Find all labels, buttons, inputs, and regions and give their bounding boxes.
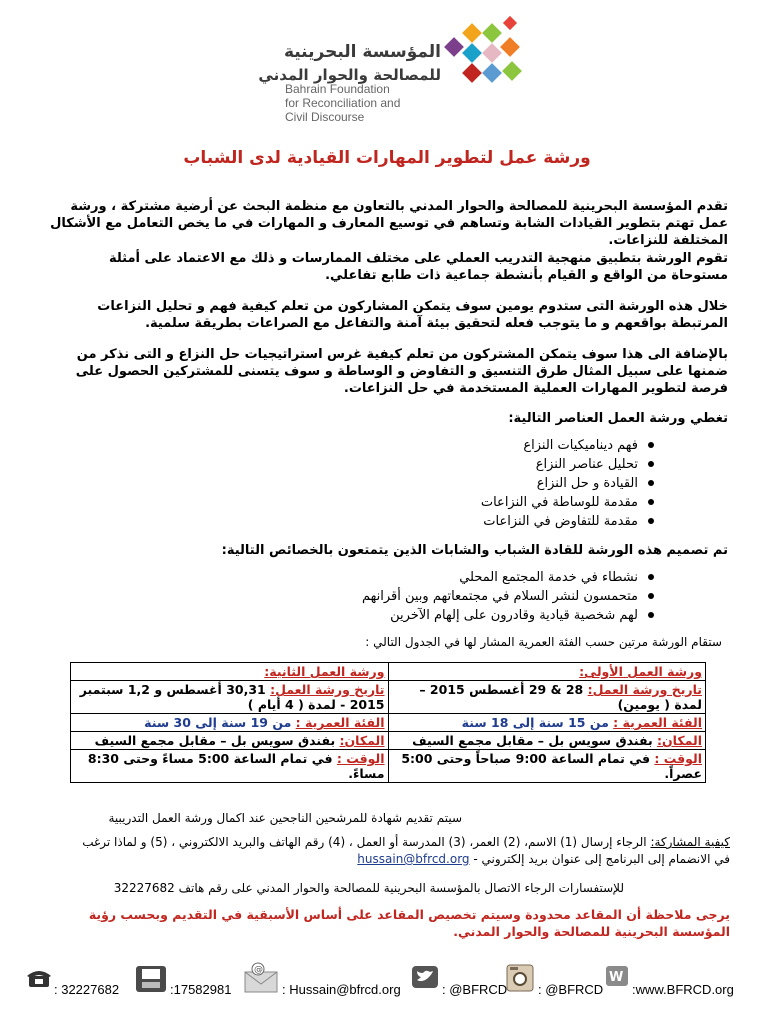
duration-paragraph: خلال هذه الورشة التى ستدوم يومين سوف يتمكن المشاركون من تعلم كيفية فهم و تحليل النزاعات المرتبطة بواقعهم و ما يتوجب فعله لتحقيق بيئة آمنة والتفاعل مع الصراعات بطريقة سلمية. bbox=[97, 299, 728, 331]
page-title: ورشة عمل لتطوير المهارات القيادية لدى الشباب bbox=[183, 148, 591, 168]
strategies-paragraph: بالإضافة الى هذا سوف يتمكن المشتركون من تعلم كيفية غرس استراتيجيات حل النزاع و التى نذكر من ضمنها على سبيل المثال طرق التنسيق و التفاوض و الوساطة و سوف يتسنى للمشتركين الحصول على فرصة لتطوير المهارات العملية المستخدمة في حل النزاعات. bbox=[75, 347, 728, 396]
participation-label: كيفية المشاركة: bbox=[650, 835, 730, 849]
logo-mark-icon bbox=[443, 14, 525, 96]
table-row bbox=[71, 663, 706, 681]
first-workshop-title: ورشة العمل الأولى: bbox=[388, 663, 706, 681]
elements-heading: تغطي ورشة العمل العناصر التالية: bbox=[508, 411, 728, 426]
logo-english-line3: Civil Discourse bbox=[285, 110, 365, 124]
first-workshop-age: الفئة العمرية : من 15 سنة إلى 18 سنة bbox=[388, 714, 706, 732]
list-item: مقدمة للوساطة في النزاعات bbox=[481, 493, 654, 512]
foundation-logo bbox=[258, 14, 525, 126]
list-item: القيادة و حل النزاع bbox=[481, 474, 654, 493]
first-workshop-place: المكان: بفندق سويس بل – مقابل مجمع السيف bbox=[388, 732, 706, 750]
list-item: فهم ديناميكيات النزاع bbox=[481, 436, 654, 455]
second-workshop-date: تاريخ ورشة العمل: 30,31 أغسطس و 1,2 سبتمبر 2015 - لمدة ( 4 أيام ) bbox=[71, 681, 389, 714]
second-workshop-time: الوقت : في تمام الساعة 5:00 مساءً وحتى 8:30 مساءً. bbox=[71, 750, 389, 783]
inquiries-note: للإستفسارات الرجاء الاتصال بالمؤسسة البحرينية للمصالحة والحوار المدني على رقم هاتف 32227682 bbox=[113, 881, 624, 895]
logo-english-text bbox=[285, 82, 400, 124]
fax-icon bbox=[134, 964, 168, 994]
list-item: تحليل عناصر النزاع bbox=[481, 455, 654, 474]
schedule-table bbox=[70, 662, 706, 783]
second-workshop-age: الفئة العمرية : من 19 سنة إلى 30 سنة bbox=[71, 714, 389, 732]
instagram-icon bbox=[506, 964, 534, 992]
table-row bbox=[71, 681, 706, 714]
email-icon bbox=[244, 962, 278, 994]
second-workshop-place: المكان: بفندق سويس بل – مقابل مجمع السيف bbox=[71, 732, 389, 750]
logo-english-line2: for Reconciliation and bbox=[285, 96, 401, 110]
table-row bbox=[71, 714, 706, 732]
seats-notice: يرجى ملاحظة أن المقاعد محدودة وسيتم تخصيص المقاعد على أساس الأسبقية في التقديم وبحسب رؤية المؤسسة البحرينية للمصالحة والحوار المدني. bbox=[88, 907, 730, 939]
list-item: لهم شخصية قيادية وقادرون على إلهام الآخرين bbox=[362, 606, 654, 625]
contact-footer bbox=[0, 962, 774, 1012]
footer-email[interactable]: : Hussain@bfrcd.org bbox=[282, 982, 401, 997]
method-paragraph: تقوم الورشة بتطبيق منهجية التدريب العملي على مختلف الممارسات و ذلك مع الاعتماد على أمثلة مستوحاة من الواقع و القيام بأنشطة جماعية ذات طابع تفاعلي. bbox=[108, 251, 728, 283]
list-item: متحمسون لنشر السلام في مجتمعاتهم وبين أقرانهم bbox=[362, 587, 654, 606]
intro-paragraph: تقدم المؤسسة البحرينية للمصالحة والحوار المدني بالتعاون مع منظمة البحث عن أرضية مشتركة ، ورشة عمل تهتم بتطوير القيادات الشابة وتساهم في توسيع المعارف و المهارات في ما يخص التعامل مع الأشكال المختلفة للنزاعات. bbox=[50, 199, 728, 248]
footer-website[interactable]: :www.BFRCD.org bbox=[632, 982, 734, 997]
footer-twitter[interactable]: : @BFRCD bbox=[442, 982, 508, 997]
logo-arabic-line2: للمصالحة والحوار المدني bbox=[258, 66, 441, 84]
footer-fax[interactable]: :17582981 bbox=[170, 982, 232, 997]
svg-text:W: W bbox=[609, 970, 624, 985]
list-item: مقدمة للتفاوض في النزاعات bbox=[481, 512, 654, 531]
table-row bbox=[71, 750, 706, 783]
website-icon bbox=[606, 966, 628, 986]
target-list bbox=[362, 568, 654, 625]
twitter-icon bbox=[412, 966, 438, 988]
participation-email-link[interactable]: hussain@bfrcd.org bbox=[357, 852, 470, 866]
footer-instagram[interactable]: : @BFRCD bbox=[538, 982, 604, 997]
elements-list bbox=[481, 436, 654, 531]
second-workshop-title: ورشة العمل الثانية: bbox=[71, 663, 389, 681]
participation-text: الرجاء إرسال (1) الاسم، (2) العمر، (3) المدرسة أو العمل ، (4) رقم الهاتف والبريد الالكتروني ، (5) و لماذا ترغب في الانضمام إلى البرنامج إلى عنوان بريد إلكتروني - bbox=[82, 835, 730, 866]
phone-icon bbox=[26, 968, 52, 988]
certificate-note: سيتم تقديم شهادة للمرشحين الناجحين عند اكمال ورشة العمل التدريبية bbox=[108, 811, 462, 825]
first-workshop-time: الوقت : في تمام الساعة 9:00 صباحاً وحتى 5:00 عصراً. bbox=[388, 750, 706, 783]
svg-text:@: @ bbox=[254, 965, 263, 975]
schedule-intro: ستقام الورشة مرتين حسب الفئة العمرية المشار لها في الجدول التالي : bbox=[365, 635, 722, 649]
first-workshop-date: تاريخ ورشة العمل: 28 & 29 أغسطس 2015 – لمدة ( يومين) bbox=[388, 681, 706, 714]
footer-phone[interactable]: : 32227682 bbox=[54, 982, 120, 997]
table-row bbox=[71, 732, 706, 750]
target-heading: تم تصميم هذه الورشة للقادة الشباب والشابات الذين يتمتعون بالخصائص التالية: bbox=[221, 543, 728, 558]
list-item: نشطاء في خدمة المجتمع المحلي bbox=[362, 568, 654, 587]
participation-instructions bbox=[70, 834, 730, 868]
logo-english-line1: Bahrain Foundation bbox=[285, 82, 390, 96]
logo-arabic-line1: المؤسسة البحرينية bbox=[283, 42, 441, 62]
